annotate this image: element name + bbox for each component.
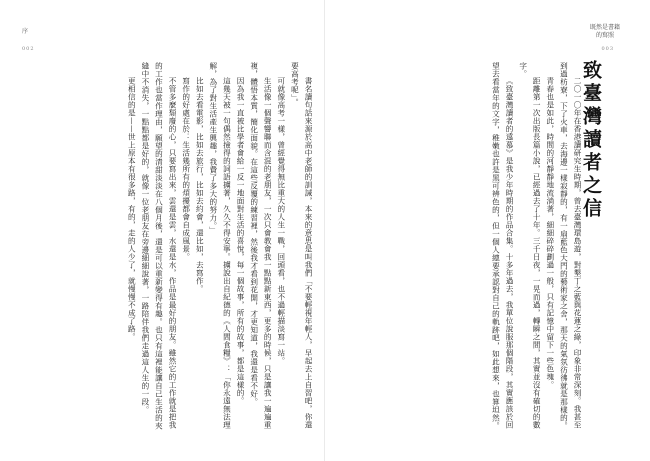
left-page-body — [65, 62, 315, 432]
running-label: 序 — [22, 28, 29, 35]
paragraph: 寫作的好處在於：生活幾所有的煩擾都會自成風景。 — [181, 77, 191, 262]
chapter-title: 致臺灣讀者之信 — [580, 60, 602, 221]
paragraph: 書名讀句話來源於高中老師的訓誡，本來的意思是叫我們「不要輕視年輕人，早起去上自習吧，你還要高考呢」。 — [290, 62, 313, 430]
paragraph: 這幾天被一句偶然撿得的詞語擄著，久久不得安寧。擄說出自紀德的《人間食糧》：「你永遠無法理解，為了對生活產生興趣，我費了多大的努力。」 — [208, 62, 232, 430]
page-number-left: 002 — [22, 46, 35, 52]
paragraph: 比如去看電影，比如去旅行，比如去約會，還比如，去寫作。 — [195, 77, 205, 294]
paragraph: 二〇一〇年在香港讀研究生時期，曾去臺灣環島遊，對墾丁之藍與花蓮之綠，印象非常深刻。我甚至到過枋寮，下了火車，去海邊一樣寂靜的，有一扇藍色大門的藝術家之舍，那天的氣氛彷彿就是那樣的。 — [559, 62, 582, 430]
paragraph: 不管多麼頹廢的心，只要寫出來，雲還是雲，水還是水，作品是最好的朋友。雖然它的工作就是把我的工作也當作理由，願望的清甜淡淡在八個月後，還是可以重新變得有趣。也只有這裡能讓自己生活的夾縫中不消失，一點點都是好的，就像一位老朋友在旁邊細細說著，一路陪伴我們走過這人生的一段。 — [140, 62, 178, 430]
page-number-right: 003 — [601, 46, 614, 52]
paragraph: 可就像高考一樣，曾經覺得無比重大的人生一戰，回頭看，也不過輕描淡寫一站。 — [276, 77, 286, 366]
paragraph: 生活像一個聲響聯而含混的老朋友，一次只會教會我一點點新東西，更多的時候，只是讓我一遍遍重複，體悟本質，簡化面貌。在這些反覆的練習裡，然後我才看到花開，才更知道，我還是看不好。 — [249, 62, 273, 430]
running-header-line-1: 既然是書籍 — [589, 24, 620, 31]
paragraph: 距離第一次出版長篇小說，已經過去了十年。三千日夜，一晃而過，轉瞬之間，其實並沒有確切的數字。 — [518, 62, 542, 430]
paragraph: 青春也是如此，時間的河靜靜地流淌著，細細碎碎劃過一般，只有記憶中留下一些色塊。 — [545, 77, 555, 390]
running-header — [590, 24, 620, 40]
running-header-line-2: 的寫照 — [595, 32, 614, 39]
paragraph: 《致臺灣讀者的遠慕》是我少年時期的作品合集。十多年過去，我單位說服那個階段，其實應該於回望去看當年的文字，稚嫩也許是黑可辨色的，但一個人總要承認對自己的軌跡吧，如此想來，也算坦然。 — [491, 62, 515, 430]
right-page-body — [384, 62, 584, 432]
paragraph: 因為我一直被比學者會給一反一地面對生活的喜悅，每一個故事，所有的故事，都是這樣的。 — [236, 77, 246, 406]
paragraph: 更相信的是——世上原本有很多路，有的，走的人少了，就慢慢不成了路。 — [127, 77, 137, 342]
